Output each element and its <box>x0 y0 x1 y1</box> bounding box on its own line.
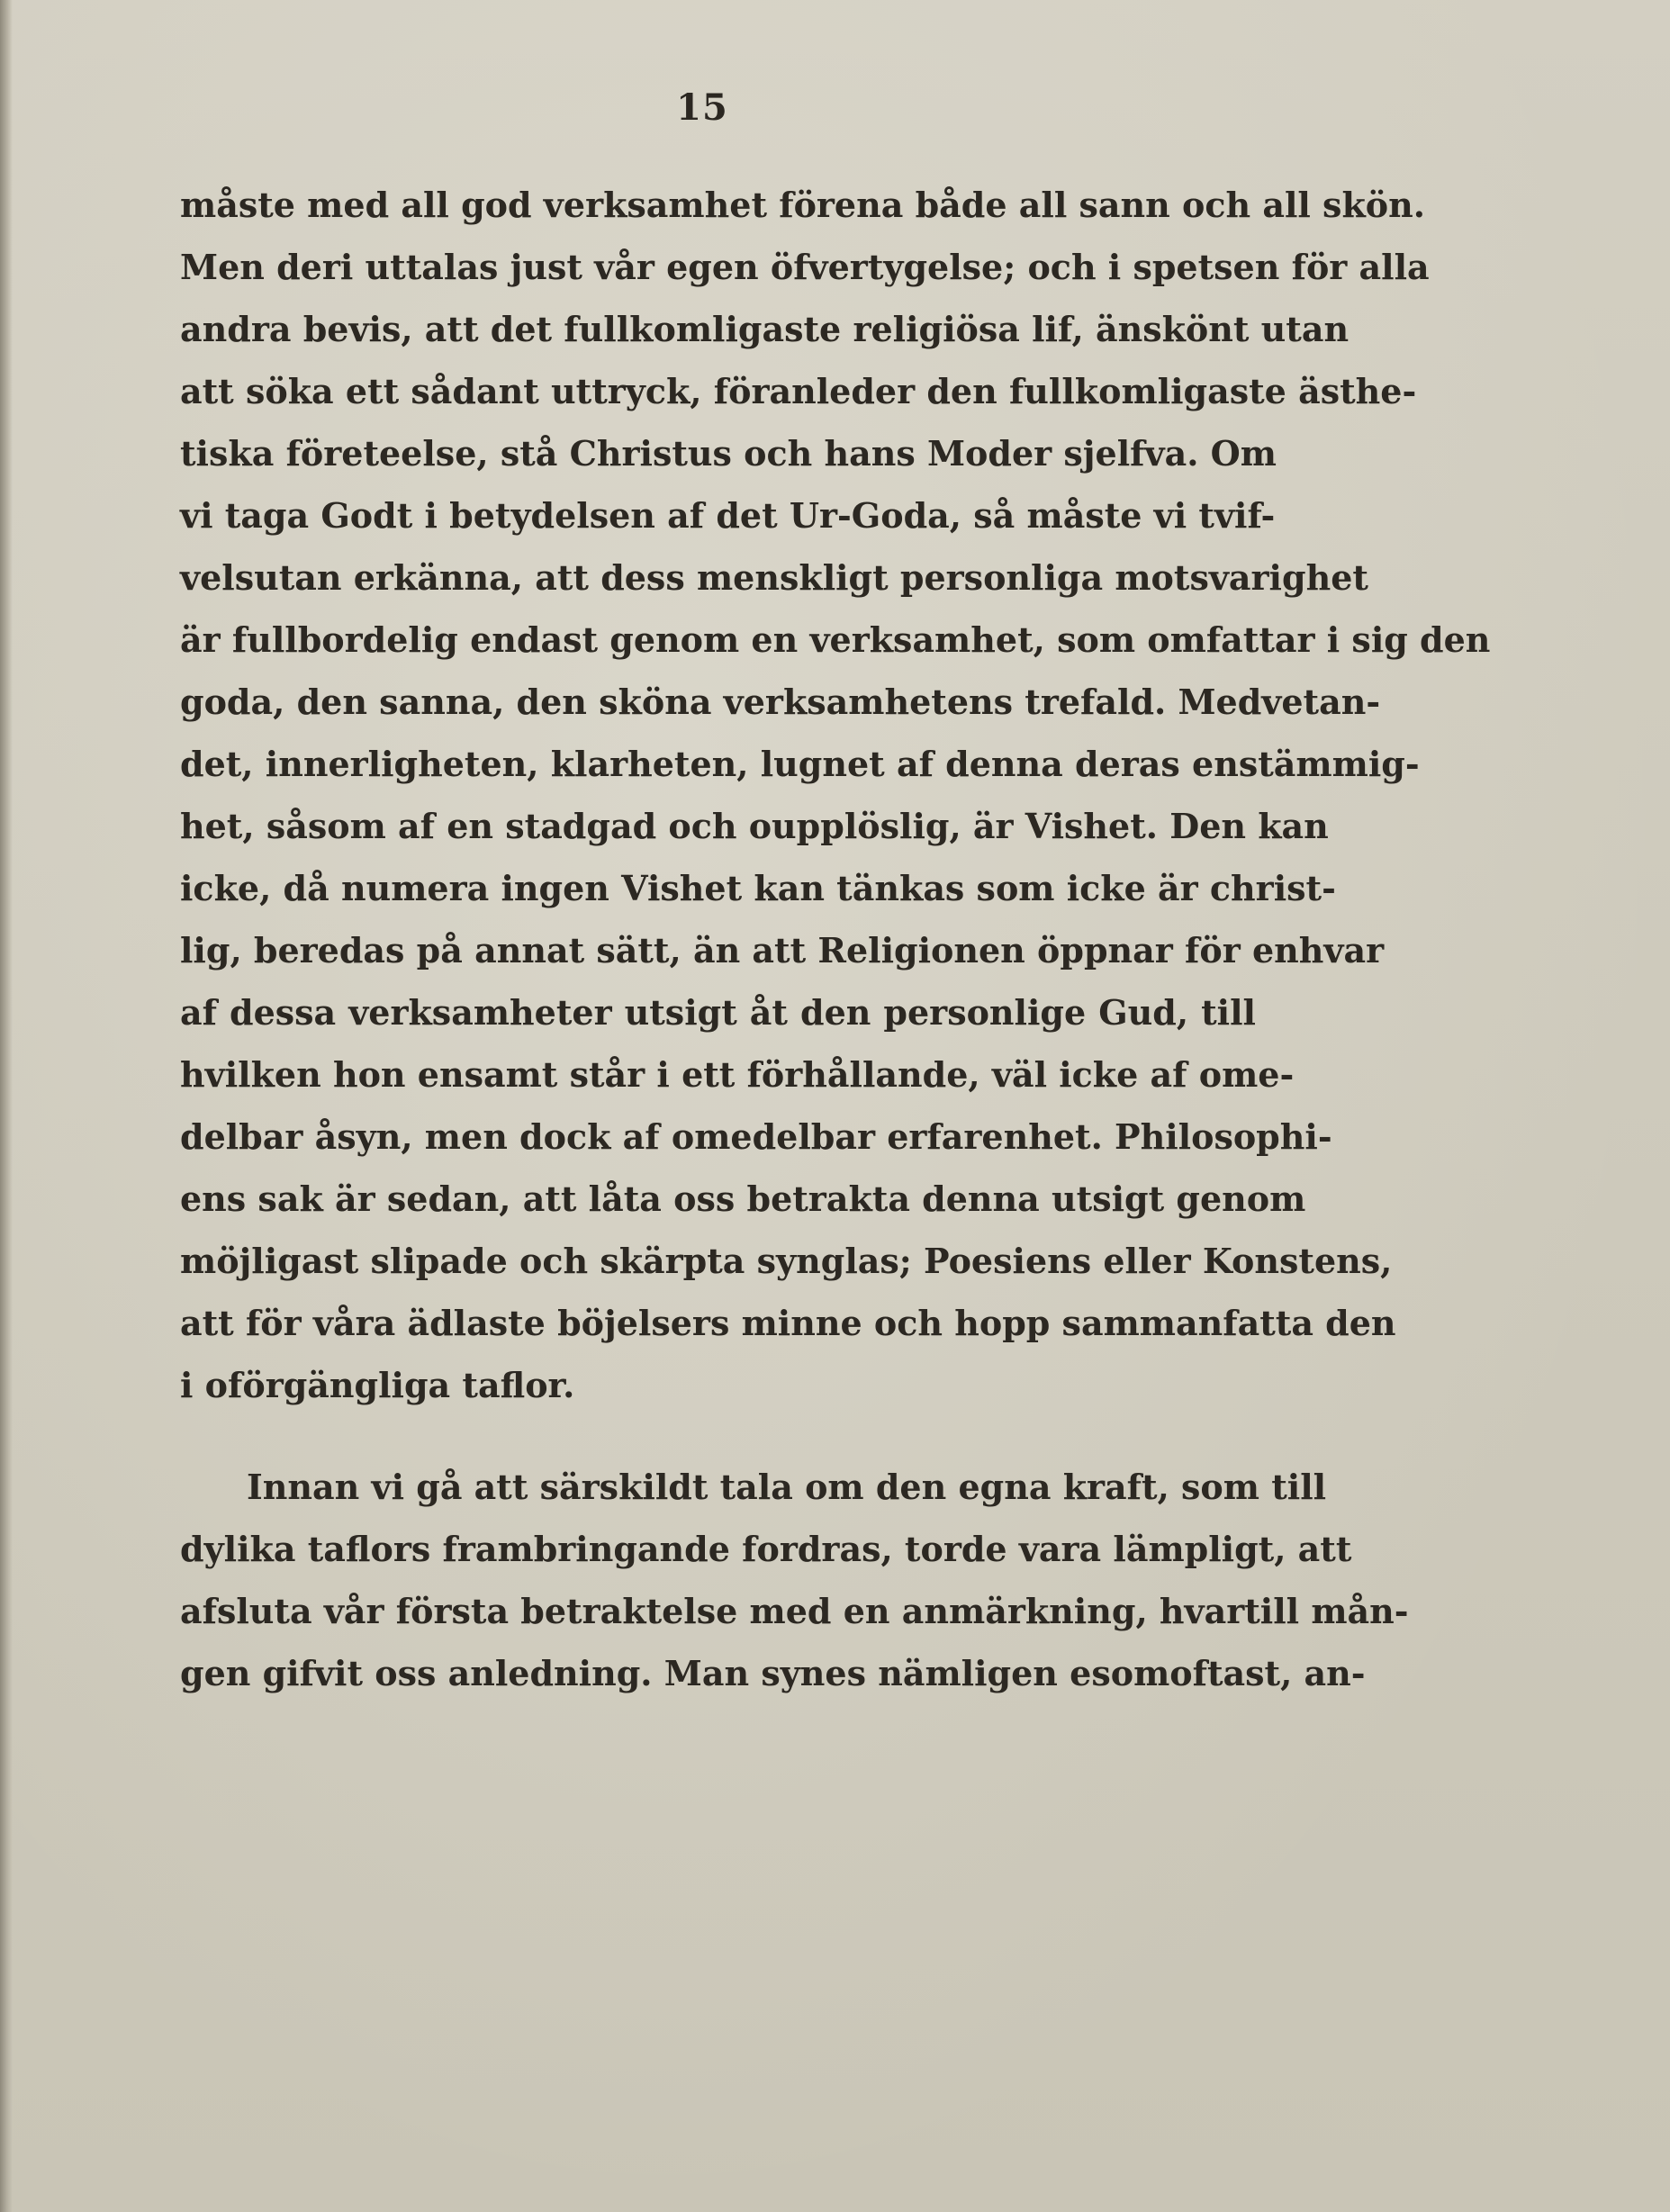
text-line: icke, då numera ingen Vishet kan tänkas som icke är christ- <box>180 868 1336 908</box>
text-line: goda, den sanna, den sköna verksamhetens trefald. Medvetan- <box>180 682 1381 722</box>
page-number: 15 <box>676 86 728 129</box>
text-line: gen gifvit oss anledning. Man synes nämligen esomoftast, an- <box>180 1653 1366 1693</box>
text-line: af dessa verksamheter utsigt åt den personlige Gud, till <box>180 992 1256 1033</box>
text-line: lig, beredas på annat sätt, än att Religionen öppnar för enhvar <box>180 930 1385 971</box>
text-line: möjligast slipade och skärpta synglas; Poesiens eller Konstens, <box>180 1241 1393 1281</box>
text-line: att för våra ädlaste böjelsers minne och hopp sammanfatta den <box>180 1303 1396 1343</box>
text-line: är fullbordelig endast genom en verksamhet, som omfattar i sig den <box>180 619 1491 660</box>
paragraph-2 <box>180 1456 1409 1704</box>
paragraph-1 <box>180 174 1491 1416</box>
text-line: delbar åsyn, men dock af omedelbar erfarenhet. Philosophi- <box>180 1116 1332 1157</box>
text-line: ens sak är sedan, att låta oss betrakta denna utsigt genom <box>180 1178 1306 1219</box>
text-line: i oförgängliga taflor. <box>180 1365 575 1405</box>
text-line: måste med all god verksamhet förena både all sann och all skön. <box>180 185 1425 225</box>
text-line: dylika taflors frambringande fordras, torde vara lämpligt, att <box>180 1529 1352 1569</box>
text-line: velsutan erkänna, att dess menskligt personliga motsvarighet <box>180 557 1368 598</box>
text-line: het, såsom af en stadgad och oupplöslig, är Vishet. Den kan <box>180 806 1329 846</box>
text-line: hvilken hon ensamt står i ett förhållande, väl icke af ome- <box>180 1054 1295 1095</box>
text-line: vi taga Godt i betydelsen af det Ur-Goda, så måste vi tvif- <box>180 495 1276 536</box>
text-line: Men deri uttalas just vår egen öfvertygelse; och i spetsen för alla <box>180 247 1430 287</box>
text-line: Innan vi gå att särskildt tala om den egna kraft, som till <box>247 1467 1327 1507</box>
text-line: afsluta vår första betraktelse med en anmärkning, hvartill mån- <box>180 1591 1409 1631</box>
text-line: det, innerligheten, klarheten, lugnet af denna deras enstämmig- <box>180 744 1420 784</box>
text-line: andra bevis, att det fullkomligaste religiösa lif, änskönt utan <box>180 309 1350 349</box>
text-line: att söka ett sådant uttryck, föranleder den fullkomligaste ästhe- <box>180 371 1417 411</box>
text-line: tiska företeelse, stå Christus och hans Moder sjelfva. Om <box>180 433 1277 474</box>
page-binding-edge <box>0 0 13 2212</box>
